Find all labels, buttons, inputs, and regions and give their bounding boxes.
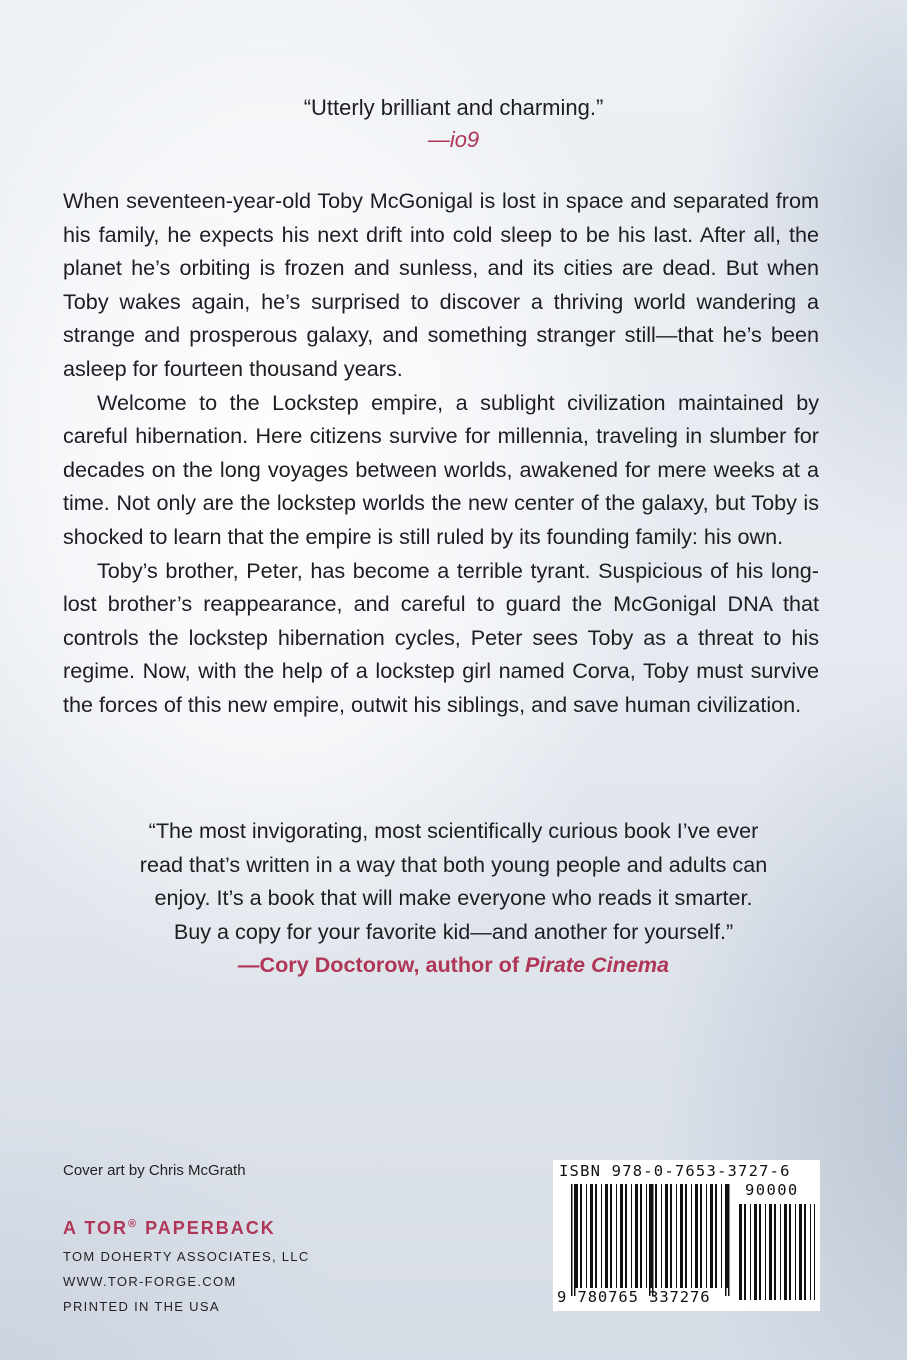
attribution-book-title: Pirate Cinema	[525, 952, 670, 977]
imprint-name: A TOR	[63, 1218, 129, 1238]
barcode-addon-digits: 90000	[745, 1181, 799, 1199]
printed-in: PRINTED IN THE USA	[63, 1299, 220, 1314]
attribution-author: —Cory Doctorow, author of	[237, 952, 526, 977]
cover-art-credit: Cover art by Chris McGrath	[63, 1162, 246, 1179]
bottom-blurb-attribution	[0, 948, 907, 982]
top-blurb	[0, 92, 907, 156]
publisher-block	[63, 1212, 310, 1319]
book-description	[63, 184, 819, 722]
description-paragraph-3: Toby’s brother, Peter, has become a terrible tyrant. Suspicious of his long-lost brother’s reappearance, and careful to guard the McGonigal DNA that controls the lockstep hibernation cycles, Peter sees Toby as a threat to his regime. Now, with the help of a lockstep girl named Corva, Toby must survive the forces of this new empire, outwit his siblings, and save human civilization.	[63, 557, 819, 717]
bottom-blurb-line-1: “The most invigorating, most scientifically curious book I’ve ever	[148, 818, 759, 843]
top-blurb-quote: “Utterly brilliant and charming.”	[303, 95, 604, 120]
bottom-blurb-line-4: Buy a copy for your favorite kid—and another for yourself.”	[173, 918, 734, 944]
description-paragraph-2: Welcome to the Lockstep empire, a sublight civilization maintained by careful hibernation. Here citizens survive for millennia, traveling in slumber for decades on the long voyages between worlds, awakened for mere weeks at a time. Not only are the lockstep worlds the new center of the galaxy, but Toby is shocked to learn that the empire is still ruled by its founding family: his own.	[63, 389, 819, 549]
bottom-blurb-line-2: read that’s written in a way that both young people and adults can	[139, 851, 768, 877]
publisher-website: WWW.TOR-FORGE.COM	[63, 1274, 237, 1289]
isbn-label: ISBN 978-0-7653-3727-6	[559, 1162, 791, 1180]
barcode	[553, 1160, 820, 1311]
registered-mark: ®	[128, 1218, 139, 1230]
imprint-suffix: PAPERBACK	[138, 1218, 276, 1238]
top-blurb-attribution: —io9	[427, 127, 480, 152]
bottom-blurb-line-3: enjoy. It’s a book that will make everyone who reads it smarter.	[154, 885, 753, 910]
bottom-blurb	[0, 814, 907, 982]
description-paragraph-1: When seventeen-year-old Toby McGonigal is lost in space and separated from his family, he expects his next drift into cold sleep to be his last. After all, the planet he’s orbiting is frozen and sunless, and its cities are dead. But when Toby wakes again, he’s surprised to discover a thriving world wandering a strange and prosperous galaxy, and something stranger still—that he’s been asleep for fourteen thousand years.	[63, 188, 819, 381]
imprint-line	[63, 1212, 310, 1240]
publisher-name: TOM DOHERTY ASSOCIATES, LLC	[63, 1249, 310, 1264]
barcode-main-digits: 9 780765 337276	[557, 1288, 711, 1306]
